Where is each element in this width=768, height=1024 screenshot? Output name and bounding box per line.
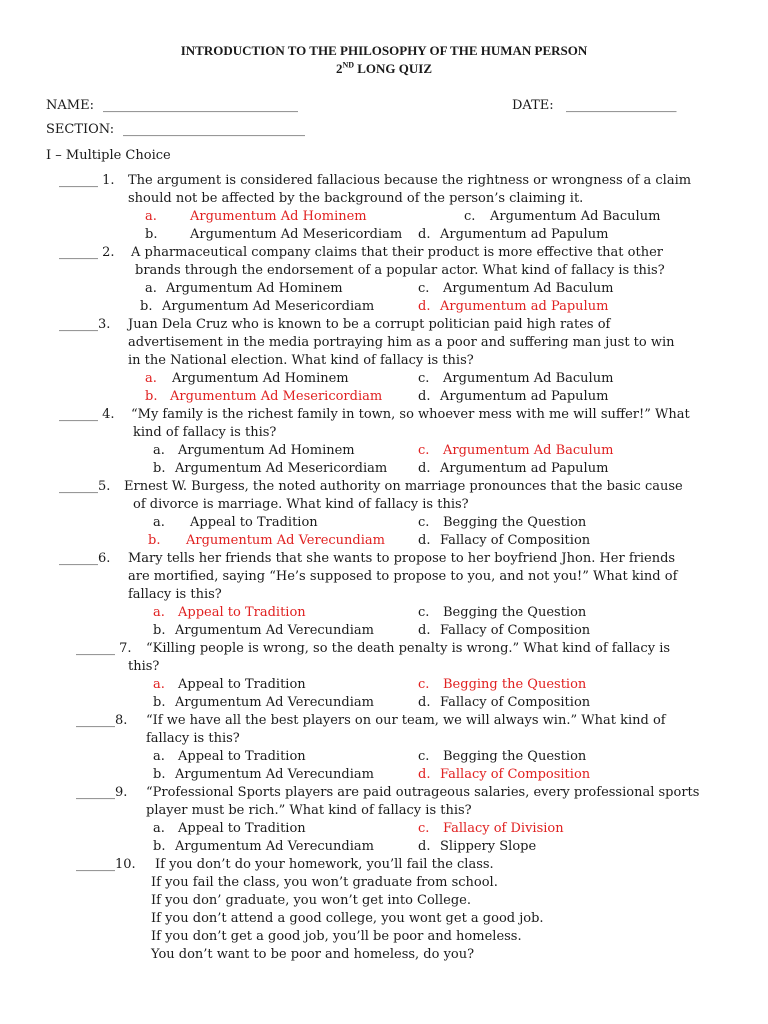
question-text: kind of fallacy is this? (133, 425, 277, 440)
document-subtitle: 2ND LONG QUIZ (335, 60, 433, 76)
choice-option: Argumentum Ad Verecundiam (175, 767, 374, 782)
question-number[interactable]: ______9. (76, 785, 128, 800)
choice-option: Argumentum ad Papulum (440, 461, 609, 476)
question-text: “Professional Sports players are paid outrageous salaries, every professional sports (146, 785, 700, 800)
choice-answer: Argumentum Ad Hominem (190, 209, 367, 224)
choice-option: Appeal to Tradition (178, 821, 306, 836)
question-number[interactable]: ______ 1. (59, 173, 115, 188)
choice-answer: Fallacy of Composition (440, 767, 591, 782)
choice-option: Begging the Question (443, 515, 587, 530)
choice-letter: c. (418, 821, 430, 836)
choice-letter: d. (418, 767, 431, 782)
choice-option: Fallacy of Composition (440, 623, 591, 638)
choice-option: Argumentum Ad Hominem (178, 443, 355, 458)
choice-option: Argumentum ad Papulum (440, 389, 609, 404)
question-number[interactable]: ______6. (59, 551, 111, 566)
choice-answer: Appeal to Tradition (178, 605, 306, 620)
choice-letter: c. (418, 281, 430, 296)
choice-option: Argumentum Ad Verecundiam (175, 839, 374, 854)
question-number[interactable]: ______5. (59, 479, 111, 494)
choice-option: Slippery Slope (440, 839, 537, 854)
choice-option: Argumentum Ad Mesericordiam (162, 299, 375, 314)
choice-letter: a. (153, 515, 165, 530)
choice-option: Appeal to Tradition (190, 515, 318, 530)
choice-letter: b. (153, 461, 166, 476)
question-text: brands through the endorsement of a popular actor. What kind of fallacy is this? (135, 263, 665, 278)
choice-letter: a. (145, 209, 157, 224)
choice-answer: Begging the Question (443, 677, 587, 692)
choice-option: Argumentum Ad Verecundiam (175, 623, 374, 638)
name-label: NAME: (46, 98, 94, 113)
choice-letter: a. (153, 749, 165, 764)
choice-letter: a. (153, 443, 165, 458)
choice-letter: d. (418, 299, 431, 314)
question-text: fallacy is this? (128, 587, 222, 602)
question-number[interactable]: ______3. (59, 317, 111, 332)
question-number[interactable]: ______10. (76, 857, 136, 872)
choice-letter: d. (418, 623, 431, 638)
choice-letter: b. (153, 695, 166, 710)
choice-letter: d. (418, 533, 431, 548)
choice-letter: c. (418, 371, 430, 386)
question-number[interactable]: ______ 2. (59, 245, 115, 260)
choice-option: Argumentum Ad Mesericordiam (175, 461, 388, 476)
choice-letter: b. (140, 299, 153, 314)
choice-letter: c. (464, 209, 476, 224)
choice-answer: Fallacy of Division (443, 821, 564, 836)
choice-letter: b. (145, 389, 158, 404)
choice-letter: a. (145, 371, 157, 386)
choice-option: Argumentum Ad Hominem (172, 371, 349, 386)
question-text: Ernest W. Burgess, the noted authority on marriage pronounces that the basic cause (124, 479, 683, 494)
question-text: this? (128, 659, 160, 674)
question-text: “Killing people is wrong, so the death penalty is wrong.” What kind of fallacy is (146, 641, 671, 656)
question-text: A pharmaceutical company claims that their product is more effective that other (131, 245, 663, 260)
choice-letter: d. (418, 839, 431, 854)
question-number[interactable]: ______ 7. (76, 641, 132, 656)
choice-option: Fallacy of Composition (440, 695, 591, 710)
question-text: The argument is considered fallacious because the rightness or wrongness of a claim (128, 173, 692, 188)
choice-answer: Argumentum Ad Baculum (443, 443, 614, 458)
choice-option: Appeal to Tradition (178, 749, 306, 764)
choice-letter: b. (153, 623, 166, 638)
question-text: fallacy is this? (146, 731, 240, 746)
question-text: are mortified, saying “He’s supposed to propose to you, and not you!” What kind of (128, 569, 678, 584)
choice-letter: a. (153, 605, 165, 620)
choice-option: Begging the Question (443, 605, 587, 620)
date-label: DATE: (512, 98, 554, 113)
choice-option: Argumentum Ad Baculum (490, 209, 661, 224)
date-field[interactable]: _________________ (566, 98, 677, 113)
question-text: advertisement in the media portraying him as a poor and suffering man just to win (128, 335, 675, 350)
question-text: of divorce is marriage. What kind of fallacy is this? (133, 497, 469, 512)
choice-letter: b. (153, 839, 166, 854)
choice-letter: d. (418, 227, 431, 242)
choice-letter: a. (145, 281, 157, 296)
choice-letter: b. (148, 533, 161, 548)
question-text: in the National election. What kind of fallacy is this? (128, 353, 474, 368)
choice-option: Argumentum ad Papulum (440, 227, 609, 242)
choice-option: Argumentum Ad Hominem (166, 281, 343, 296)
choice-letter: c. (418, 443, 430, 458)
question-text: player must be rich.” What kind of fallacy is this? (146, 803, 472, 818)
question-text: Juan Dela Cruz who is known to be a corrupt politician paid high rates of (128, 317, 611, 332)
choice-option: Argumentum Ad Mesericordiam (190, 227, 403, 242)
question-text: If you don’ graduate, you won’t get into College. (151, 893, 471, 908)
question-number[interactable]: ______ 4. (59, 407, 115, 422)
question-number[interactable]: ______8. (76, 713, 128, 728)
choice-answer: Argumentum ad Papulum (440, 299, 609, 314)
choice-letter: d. (418, 695, 431, 710)
section-field[interactable]: ____________________________ (123, 122, 305, 137)
choice-letter: a. (153, 821, 165, 836)
question-text: “If we have all the best players on our team, we will always win.” What kind of (146, 713, 666, 728)
name-field[interactable]: ______________________________ (103, 98, 298, 113)
section-label: SECTION: (46, 122, 115, 137)
choice-letter: c. (418, 677, 430, 692)
question-text: If you don’t attend a good college, you wont get a good job. (151, 911, 544, 926)
question-text: You don’t want to be poor and homeless, do you? (151, 947, 475, 962)
question-text: Mary tells her friends that she wants to propose to her boyfriend Jhon. Her friends (128, 551, 676, 566)
choice-option: Begging the Question (443, 749, 587, 764)
question-text: “My family is the richest family in town, so whoever mess with me will suffer!” What (131, 407, 690, 422)
section-heading: I – Multiple Choice (46, 148, 171, 163)
choice-letter: c. (418, 515, 430, 530)
choice-answer: Argumentum Ad Verecundiam (186, 533, 385, 548)
choice-letter: d. (418, 389, 431, 404)
document-title: INTRODUCTION TO THE PHILOSOPHY OF THE HUMAN PERSON (180, 43, 588, 58)
choice-letter: b. (145, 227, 158, 242)
choice-letter: c. (418, 605, 430, 620)
choice-letter: d. (418, 461, 431, 476)
choice-letter: c. (418, 749, 430, 764)
question-text: If you fail the class, you won’t graduate from school. (151, 875, 498, 890)
choice-letter: b. (153, 767, 166, 782)
choice-option: Argumentum Ad Verecundiam (175, 695, 374, 710)
choice-letter: a. (153, 677, 165, 692)
question-text: should not be affected by the background of the person’s claiming it. (128, 191, 584, 206)
choice-option: Argumentum Ad Baculum (443, 281, 614, 296)
choice-option: Argumentum Ad Baculum (443, 371, 614, 386)
choice-option: Fallacy of Composition (440, 533, 591, 548)
question-text: If you don’t do your homework, you’ll fail the class. (155, 857, 494, 872)
choice-answer: Argumentum Ad Mesericordiam (170, 389, 383, 404)
choice-option: Appeal to Tradition (178, 677, 306, 692)
question-text: If you don’t get a good job, you’ll be poor and homeless. (151, 929, 522, 944)
